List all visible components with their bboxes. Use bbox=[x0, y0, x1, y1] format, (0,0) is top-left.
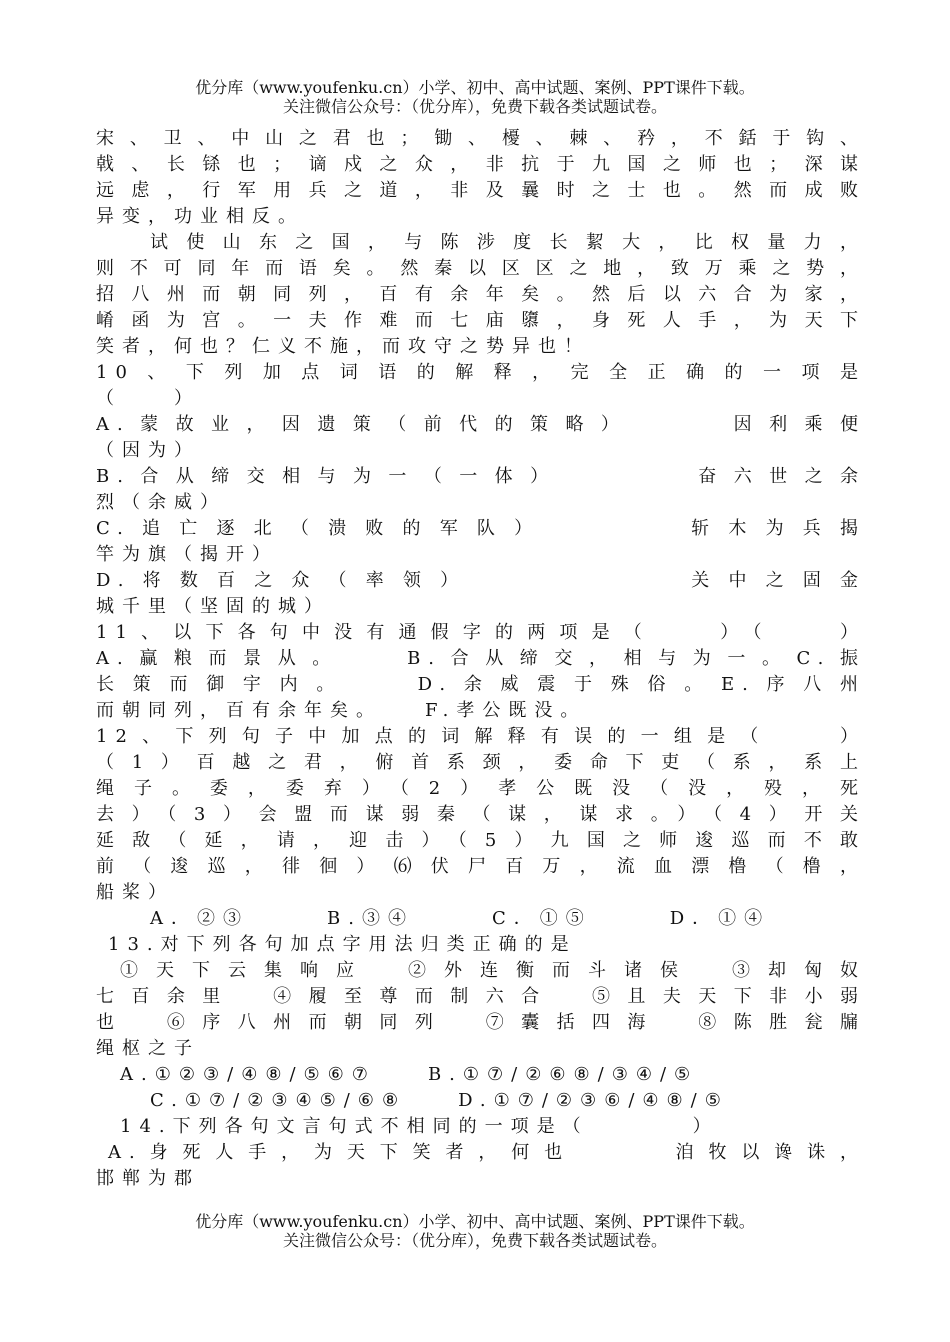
question-13-answers: C.①⑦/②③④⑤/⑥⑧ D.①⑦/②③⑥/④⑧/⑤ bbox=[150, 1090, 729, 1111]
question-10-blank: （ ） bbox=[96, 388, 200, 409]
question-10-option-d-cont: 城千里（坚固的城） bbox=[96, 596, 330, 617]
page-header bbox=[0, 78, 950, 116]
header-line-2: 关注微信公众号：（优分库），免费下载各类试题试卷。 bbox=[282, 97, 667, 116]
question-10-option-b: B.合从缔交相与为一（一体） 奋六世之余 bbox=[96, 466, 866, 487]
passage-line: 招八州而朝同列，百有余年矣。然后以六合为家， bbox=[96, 284, 866, 305]
question-13-item: ①天下云集响应 ②外连衡而斗诸侯 ③却匈奴 bbox=[120, 960, 866, 981]
question-13-stem: 13.对下列各句加点字用法归类正确的是 bbox=[108, 934, 577, 955]
question-12-answers: A．②③ B.③④ C．①⑤ D．①④ bbox=[150, 908, 771, 929]
question-12-item: 延敌（延，请，迎击）（5）九国之师逡巡而不敢 bbox=[96, 830, 866, 851]
footer-line-1: 优分库（www.youfenku.cn）小学、初中、高中试题、案例、PPT课件下载。 bbox=[195, 1212, 755, 1231]
question-11-options: A.赢粮而景从。 B.合从缔交，相与为一。C.振 bbox=[96, 648, 866, 669]
question-12-item: 绳子。委，委弃）（2）孝公既没（没，殁，死 bbox=[96, 778, 866, 799]
question-12-stem: 12、下列句子中加点的词解释有误的一组是（ ） bbox=[96, 726, 866, 747]
question-11-options: 长策而御宇内。 D.余威震于殊俗。E.序八州 bbox=[96, 674, 866, 695]
question-10-option-a-cont: （因为） bbox=[96, 440, 200, 461]
question-14-option-a: A.身死人手，为天下笑者，何也 洎牧以谗诛， bbox=[108, 1142, 866, 1163]
question-12-item: （1）百越之君，俯首系颈，委命下吏（系，系上 bbox=[96, 752, 866, 773]
header-line-1: 优分库（www.youfenku.cn）小学、初中、高中试题、案例、PPT课件下载。 bbox=[195, 78, 755, 97]
question-13-item: 绳枢之子 bbox=[96, 1038, 200, 1059]
question-12-item: 前（逡巡，徘徊）⑹伏尸百万，流血漂橹（橹， bbox=[96, 856, 866, 877]
passage-line: 试使山东之国，与陈涉度长絜大，比权量力， bbox=[150, 232, 866, 253]
passage-line: 远虑，行军用兵之道，非及曩时之士也。然而成败 bbox=[96, 180, 866, 201]
page-footer bbox=[0, 1212, 950, 1250]
question-10-stem: 10、下列加点词语的解释，完全正确的一项是 bbox=[96, 362, 866, 383]
passage-line: 宋、卫、中山之君也；锄、櫌、棘、矜，不銛于钩、 bbox=[96, 128, 866, 149]
question-10-option-a: A.蒙故业，因遗策（前代的策略） 因利乘便 bbox=[96, 414, 866, 435]
footer-line-2: 关注微信公众号：（优分库），免费下载各类试题试卷。 bbox=[282, 1231, 667, 1250]
question-13-item: 也 ⑥序八州而朝同列 ⑦囊括四海 ⑧陈胜瓮牖 bbox=[96, 1012, 866, 1033]
question-14-stem: 14.下列各句文言句式不相同的一项是（ ） bbox=[120, 1116, 719, 1137]
passage-line: 崤函为宫。一夫作难而七庙隳，身死人手，为天下 bbox=[96, 310, 866, 331]
passage-line: 异变，功业相反。 bbox=[96, 206, 304, 227]
question-10-option-c-cont: 竿为旗（揭开） bbox=[96, 544, 278, 565]
question-12-item: 船桨） bbox=[96, 882, 174, 903]
passage-line: 笑者，何也？仁义不施，而攻守之势异也！ bbox=[96, 336, 590, 357]
passage-line: 戟、长铩也；谪戍之众，非抗于九国之师也；深谋 bbox=[96, 154, 866, 175]
question-12-item: 去）（3）会盟而谋弱秦（谋，谋求。）（4）开关 bbox=[96, 804, 866, 825]
question-11-options: 而朝同列，百有余年矣。 F.孝公既没。 bbox=[96, 700, 587, 721]
question-13-item: 七百余里 ④履至尊而制六合 ⑤且夫天下非小弱 bbox=[96, 986, 866, 1007]
document-body bbox=[96, 126, 866, 1192]
question-11-stem: 11、以下各句中没有通假字的两项是（ ）（ ） bbox=[96, 622, 866, 643]
question-10-option-d: D.将数百之众（率领） 关中之固金 bbox=[96, 570, 866, 591]
passage-line: 则不可同年而语矣。然秦以区区之地，致万乘之势， bbox=[96, 258, 866, 279]
question-10-option-b-cont: 烈（余威） bbox=[96, 492, 226, 513]
question-14-option-a-cont: 邯郸为郡 bbox=[96, 1168, 200, 1189]
question-10-option-c: C.追亡逐北（溃败的军队） 斩木为兵揭 bbox=[96, 518, 866, 539]
question-13-answers: A.①②③/④⑧/⑤⑥⑦ B.①⑦/②⑥⑧/③④/⑤ bbox=[120, 1064, 699, 1085]
